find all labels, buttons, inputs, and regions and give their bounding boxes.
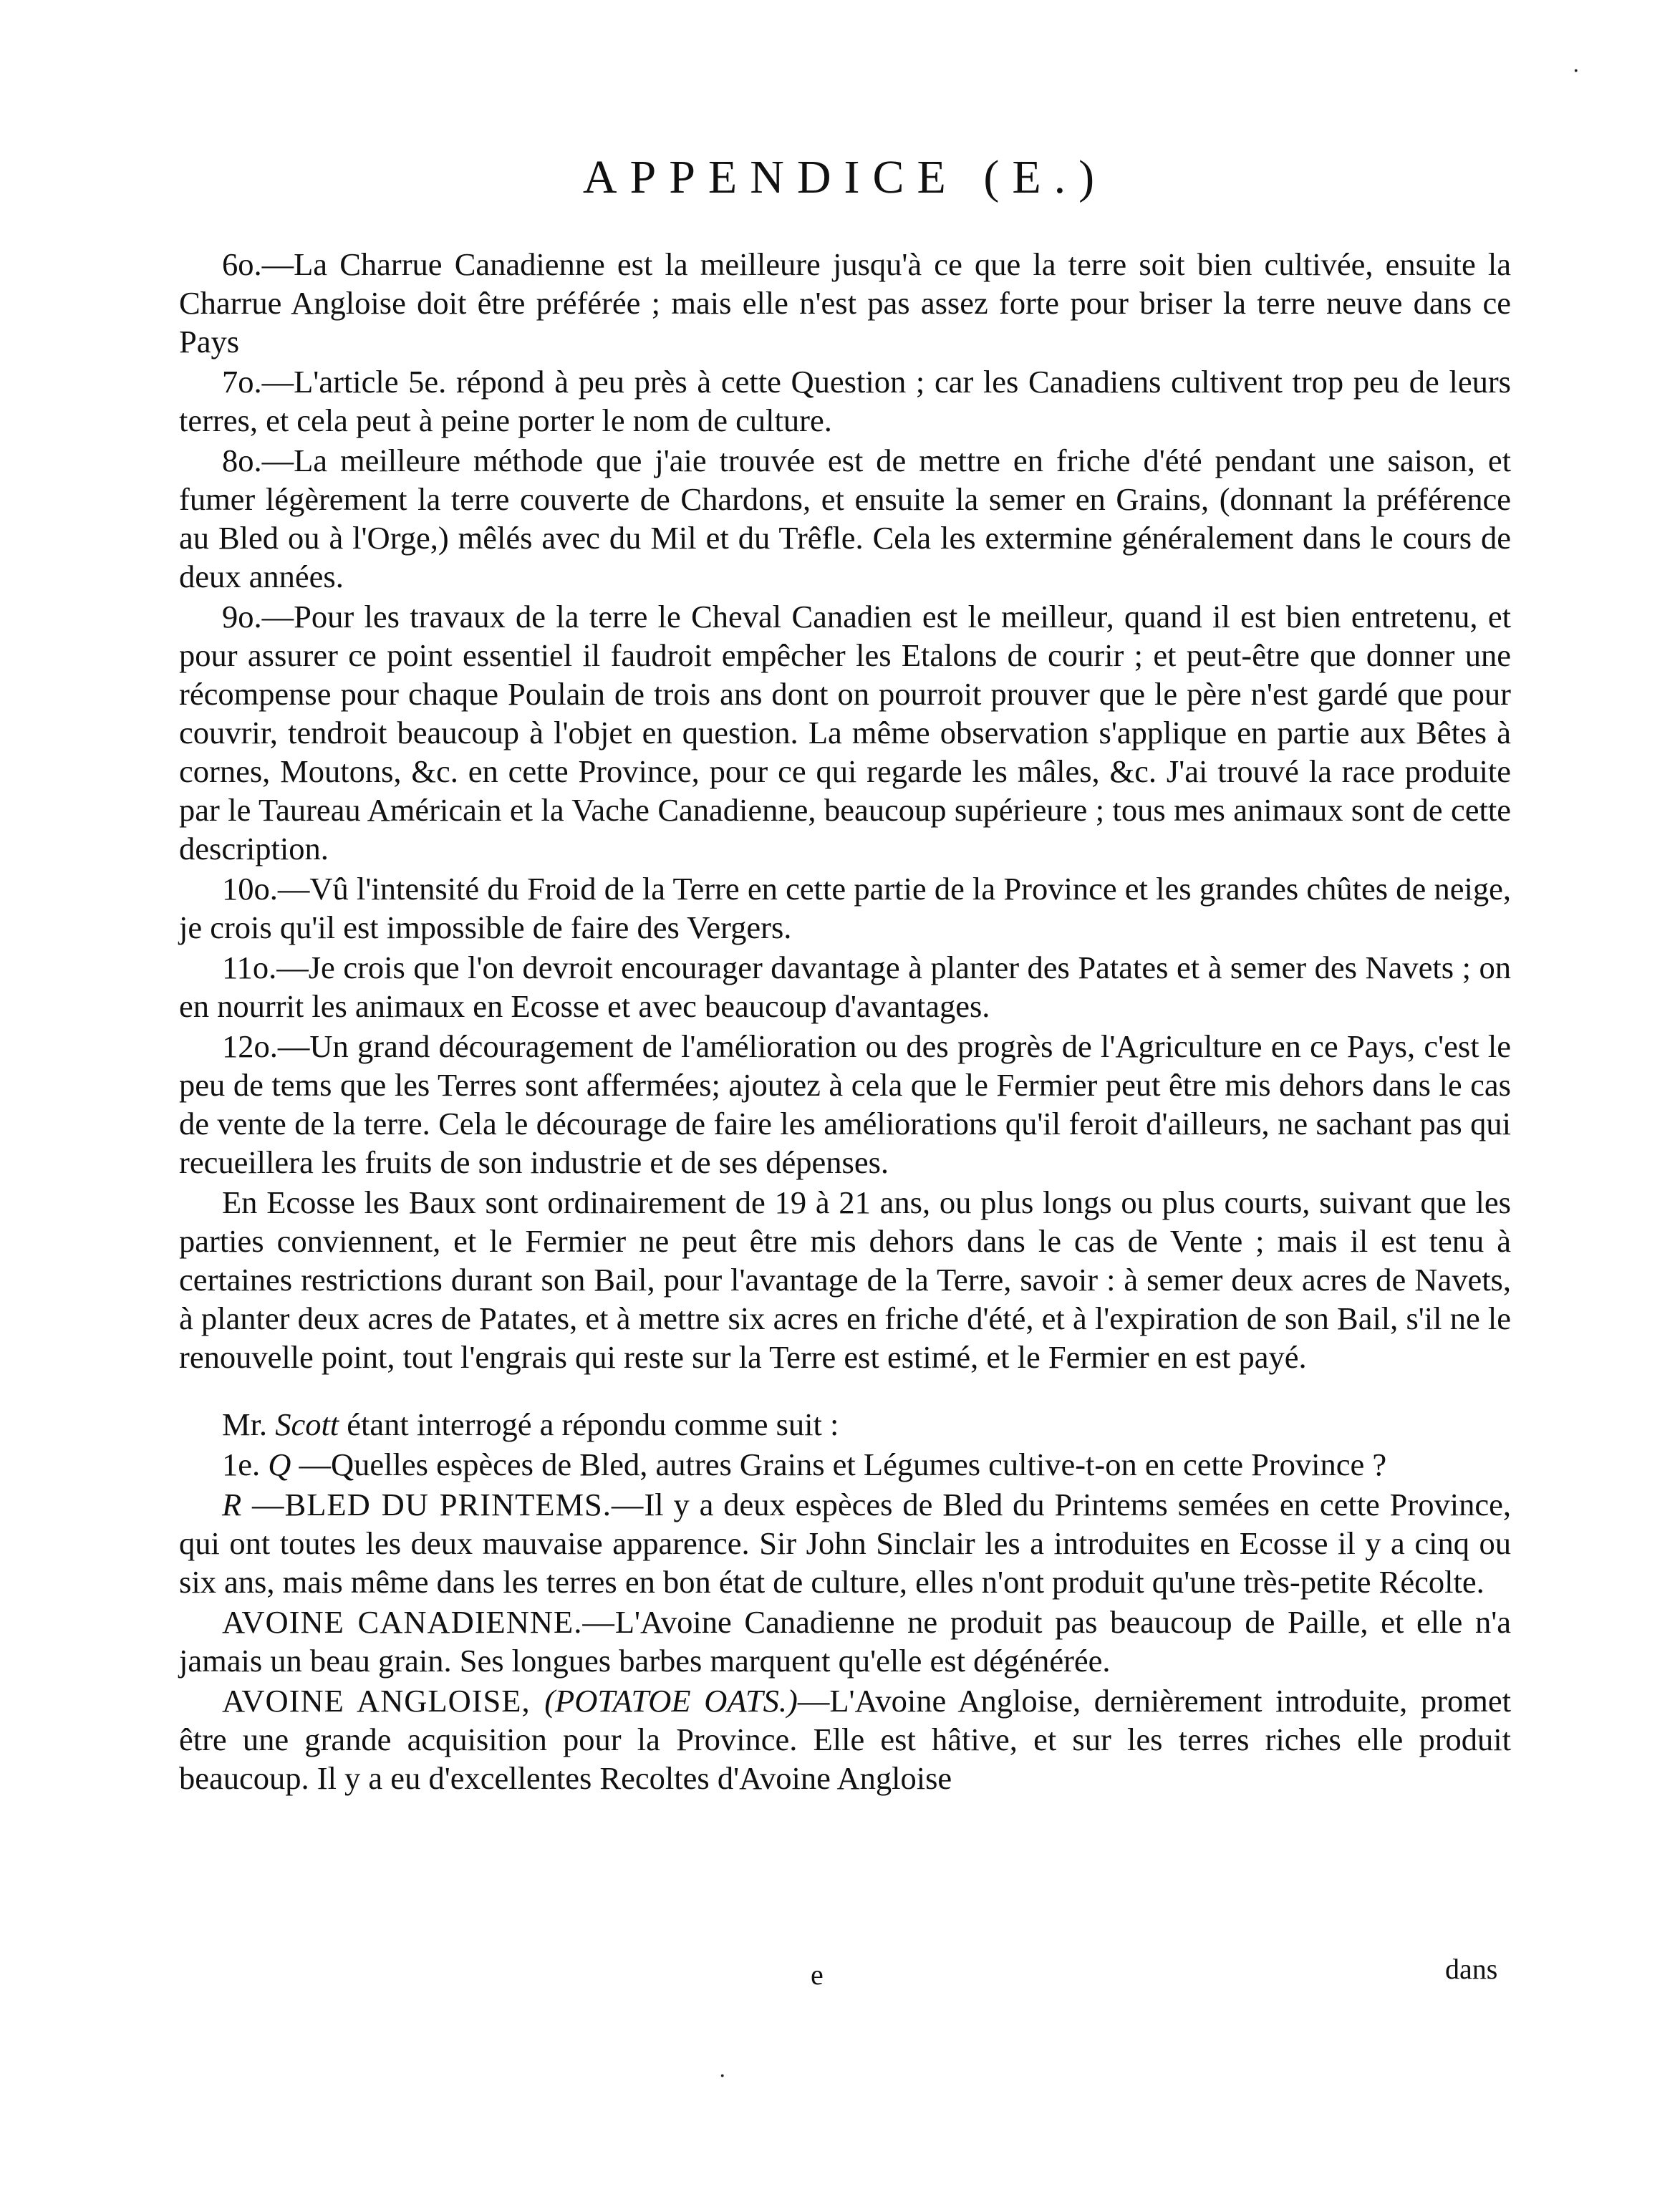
signature-mark: e (811, 1959, 824, 1991)
paragraph-7 (179, 362, 1511, 440)
intro-suffix: étant interrogé a répondu comme suit : (339, 1406, 839, 1442)
interrogation-intro (179, 1405, 1511, 1444)
answer-heading-end: — (797, 1683, 830, 1719)
paragraph-8 (179, 441, 1511, 596)
answer-heading: —BLED DU PRINTEMS.— (241, 1487, 645, 1522)
witness-name: Scott (275, 1406, 339, 1442)
paragraph-label: 6o.— (222, 246, 294, 282)
answer-text: L'Avoine Canadienne ne produit pas beaucoup de Paille, et elle n'a jamais un beau grain. Ses longues barbes marquent qu'elle est dégénérée. (179, 1604, 1511, 1679)
paragraph-10 (179, 869, 1511, 947)
paragraph-label: 10o.— (222, 871, 310, 907)
paragraph-11 (179, 948, 1511, 1025)
paragraph-9 (179, 597, 1511, 868)
paragraph-label: 7o.— (222, 364, 294, 400)
paragraph-text: La Charrue Canadienne est la meilleure jusqu'à ce que la terre soit bien cultivée, ensuite la Charrue Angloise doit être préférée ; mais elle n'est pas assez forte pour briser la terre neuve dans ce Pays (179, 246, 1511, 359)
answer-heading-italic: (POTATOE OATS.) (544, 1683, 798, 1719)
paragraph-text: Vû l'intensité du Froid de la Terre en cette partie de la Province et les grandes chûtes de neige, je crois qu'il est impossible de faire des Vergers. (179, 871, 1511, 945)
intro-prefix: Mr. (222, 1406, 276, 1442)
question-label: 1e. (222, 1447, 269, 1482)
answer-spring-wheat (179, 1485, 1511, 1601)
numbered-answers (179, 245, 1511, 1376)
paragraph-6 (179, 245, 1511, 361)
paragraph-label: 12o.— (222, 1028, 310, 1064)
paragraph-scotland-leases (179, 1183, 1511, 1376)
question-text: —Quelles espèces de Bled, autres Grains et Légumes cultive-t-on en cette Province ? (291, 1447, 1387, 1482)
paragraph-label: 9o.— (222, 599, 294, 634)
answer-heading: AVOINE CANADIENNE.— (222, 1604, 615, 1640)
question-marker: Q (268, 1447, 291, 1482)
answer-text: Il y a deux espèces de Bled du Printems semées en cette Province, qui ont toutes les deux mauvaise apparence. Sir John Sinclair les a introduites en Ecosse il y a cinq ou six ans, mais même dans les terres en bon état de culture, elles n'ont produit qu'une très-petite Récolte. (179, 1487, 1511, 1600)
answer-heading: AVOINE ANGLOISE, (222, 1683, 545, 1719)
print-speck: · (719, 2064, 726, 2089)
page-content (179, 150, 1511, 1797)
page-title: APPENDICE (E.) (582, 151, 1108, 203)
scott-interrogation (179, 1405, 1511, 1797)
paragraph-text: L'article 5e. répond à peu près à cette Question ; car les Canadiens cultivent trop peu de leurs terres, et cela peut à peine porter le nom de culture. (179, 364, 1511, 438)
paragraph-text: Un grand découragement de l'amélioration ou des progrès de l'Agriculture en ce Pays, c'est le peu de tems que les Terres sont affermées; ajoutez à cela que le Fermier peut être mis dehors dans le cas de vente de la terre. Cela le décourage de faire les améliorations qu'il feroit d'ailleurs, ne sachant pas qui recueillera les fruits de son industrie et de ses dépenses. (179, 1028, 1511, 1180)
answer-text: L'Avoine Angloise, dernièrement introduite, promet être une grande acquisition pour la Province. Elle est hâtive, et sur les terres riches elle produit beaucoup. Il y a eu d'excellentes Recoltes d'Avoine Angloise (179, 1683, 1511, 1796)
catchword: dans (1445, 1953, 1498, 1985)
paragraph-12 (179, 1027, 1511, 1182)
section-gap (179, 1376, 1511, 1405)
paragraph-label: 8o.— (222, 443, 294, 478)
print-speck: · (1573, 59, 1580, 84)
answer-english-oats (179, 1681, 1511, 1797)
answer-canadian-oats (179, 1603, 1511, 1680)
question-1 (179, 1445, 1511, 1484)
paragraph-text: En Ecosse les Baux sont ordinairement de 19 à 21 ans, ou plus longs ou plus courts, suivant que les parties conviennent, et le Fermier ne peut être mis dehors dans le cas de Vente ; mais il est tenu à certaines restrictions durant son Bail, pour l'avantage de la Terre, savoir : à semer deux acres de Navets, à planter deux acres de Patates, et à mettre six acres en friche d'été, et à l'expiration de son Bail, s'il ne le renouvelle point, tout l'engrais qui reste sur la Terre est estimé, et le Fermier en est payé. (179, 1184, 1511, 1375)
paragraph-label: 11o.— (222, 950, 309, 985)
paragraph-text: Je crois que l'on devroit encourager davantage à planter des Patates et à semer des Navets ; on en nourrit les animaux en Ecosse et avec beaucoup d'avantages. (179, 950, 1511, 1024)
page-footer (0, 1953, 1680, 1994)
paragraph-text: Pour les travaux de la terre le Cheval Canadien est le meilleur, quand il est bien entretenu, et pour assurer ce point essentiel il faudroit empêcher les Etalons de courir ; et peut-être que donner une récompense pour chaque Poulain de trois ans dont on pourroit prouver que le père n'est gardé que pour couvrir, tendroit beaucoup à l'objet en question. La même observation s'applique en partie aux Bêtes à cornes, Moutons, &c. en cette Province, pour ce qui regarde les mâles, &c. J'ai trouvé la race produite par le Taureau Américain et la Vache Canadienne, beaucoup supérieure ; tous mes animaux sont de cette description. (179, 599, 1511, 866)
paragraph-text: La meilleure méthode que j'aie trouvée est de mettre en friche d'été pendant une saison, et fumer légèrement la terre couverte de Chardons, et ensuite la semer en Grains, (donnant la préférence au Bled ou à l'Orge,) mêlés avec du Mil et du Trêfle. Cela les extermine généralement dans le cours de deux années. (179, 443, 1511, 594)
answer-marker: R (222, 1487, 242, 1522)
